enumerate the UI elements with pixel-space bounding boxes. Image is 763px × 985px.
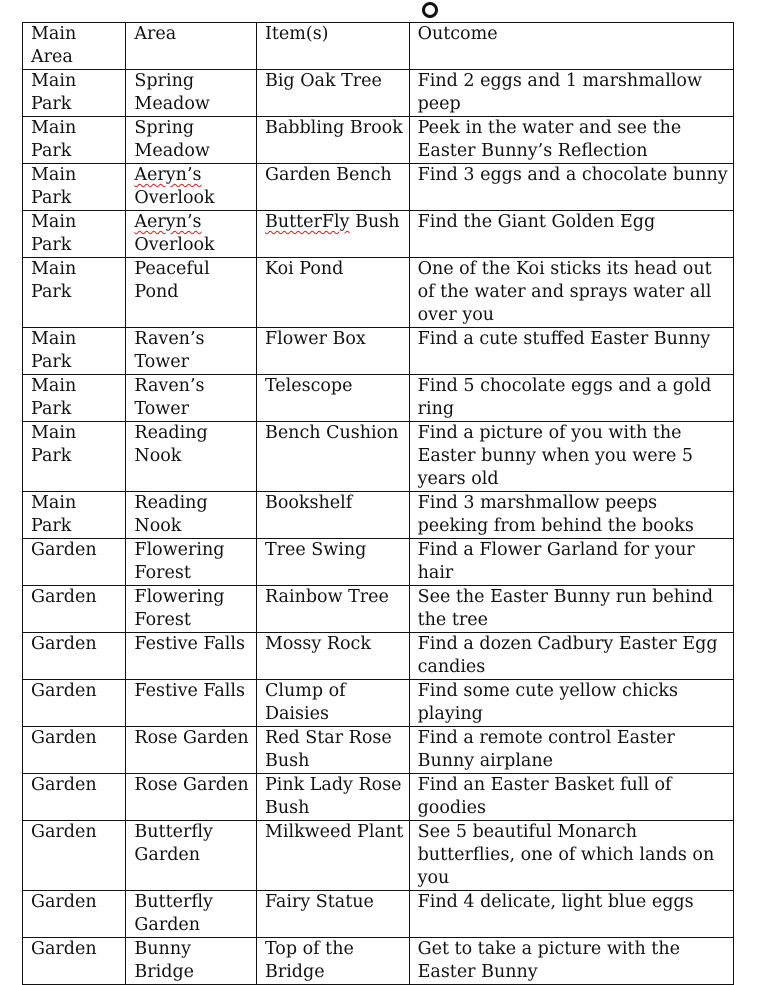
cell-outcome-text: Find a Flower Garland for your hair [417, 540, 695, 583]
table-row [23, 727, 734, 774]
cell-area-text: Rose Garden [134, 775, 249, 795]
spellcheck-underline: Aeryn’s [134, 212, 202, 232]
cell-main-area-text: Main Park [31, 329, 77, 372]
cell-main-area [23, 586, 126, 633]
spellcheck-underline: ButterFly [264, 212, 350, 232]
table-row [23, 586, 734, 633]
cell-item-text: Top of the Bridge [264, 939, 354, 982]
circle-marker-icon [422, 2, 438, 18]
cell-area [126, 70, 257, 117]
cell-outcome [409, 258, 733, 328]
cell-outcome-text: Find the Giant Golden Egg [417, 212, 656, 232]
cell-item [256, 422, 409, 492]
cell-outcome-text: See 5 beautiful Monarch butterflies, one of which lands on you [417, 822, 715, 888]
cell-item-text: Tree Swing [264, 540, 367, 560]
cell-item [256, 891, 409, 938]
cell-outcome [409, 117, 733, 164]
cell-area-text: Peaceful Pond [134, 259, 210, 302]
table-header-row [23, 23, 734, 70]
cell-item-text: Pink Lady Rose Bush [264, 775, 402, 818]
cell-main-area-text: Main Park [31, 118, 77, 161]
cell-area [126, 258, 257, 328]
cell-area-text: Aeryn’s Overlook [134, 165, 215, 208]
cell-area-text: Reading Nook [134, 423, 208, 466]
cell-outcome-text: Get to take a picture with the Easter Bunny [417, 939, 680, 982]
cell-outcome [409, 821, 733, 891]
cell-area-text: Bunny Bridge [134, 939, 195, 982]
cell-outcome [409, 328, 733, 375]
cell-area [126, 774, 257, 821]
cell-outcome-text: Find an Easter Basket full of goodies [417, 775, 672, 818]
cell-main-area [23, 680, 126, 727]
cell-main-area [23, 375, 126, 422]
cell-area-text: Rose Garden [134, 728, 249, 748]
cell-main-area [23, 164, 126, 211]
easter-hunt-table [22, 22, 734, 985]
cell-main-area [23, 211, 126, 258]
cell-area [126, 492, 257, 539]
cell-outcome-text: Find 2 eggs and 1 marshmallow peep [417, 71, 702, 114]
cell-main-area-text: Garden [31, 540, 97, 560]
cell-outcome-text: Peek in the water and see the Easter Bunny’s Reflection [417, 118, 682, 161]
cell-outcome-text: See the Easter Bunny run behind the tree [417, 587, 714, 630]
cell-item [256, 211, 409, 258]
table-row [23, 164, 734, 211]
header-main-area: Main Area [23, 23, 126, 70]
cell-area [126, 586, 257, 633]
cell-main-area-text: Garden [31, 775, 97, 795]
cell-main-area [23, 539, 126, 586]
cell-area [126, 164, 257, 211]
cell-main-area-text: Garden [31, 939, 97, 959]
cell-area-text: Reading Nook [134, 493, 208, 536]
cell-outcome-text: Find a remote control Easter Bunny airplane [417, 728, 675, 771]
cell-area-text: Spring Meadow [134, 118, 210, 161]
cell-item [256, 727, 409, 774]
cell-area [126, 375, 257, 422]
cell-main-area [23, 727, 126, 774]
cell-outcome [409, 492, 733, 539]
cell-item [256, 70, 409, 117]
cell-outcome [409, 164, 733, 211]
cell-area [126, 680, 257, 727]
cell-item [256, 633, 409, 680]
cell-main-area-text: Main Park [31, 71, 77, 114]
cell-outcome-text: Find a cute stuffed Easter Bunny [417, 329, 711, 349]
cell-main-area [23, 117, 126, 164]
table-row [23, 422, 734, 492]
cell-area-text: Butterfly Garden [134, 822, 213, 865]
cell-item-text: Koi Pond [264, 259, 344, 279]
cell-main-area-text: Garden [31, 587, 97, 607]
cell-outcome [409, 422, 733, 492]
cell-main-area [23, 774, 126, 821]
cell-main-area-text: Garden [31, 634, 97, 654]
cell-area [126, 117, 257, 164]
table-row [23, 70, 734, 117]
cell-main-area-text: Garden [31, 892, 97, 912]
cell-main-area-text: Main Park [31, 165, 77, 208]
cell-area-text: Raven’s Tower [134, 329, 205, 372]
table-row [23, 492, 734, 539]
cell-area [126, 211, 257, 258]
cell-item-text: Flower Box [264, 329, 366, 349]
cell-item-text: Rainbow Tree [264, 587, 389, 607]
cell-outcome-text: Find a picture of you with the Easter bunny when you were 5 years old [417, 423, 694, 489]
cell-outcome-text: Find 4 delicate, light blue eggs [417, 892, 694, 912]
cell-area-text: Aeryn’s Overlook [134, 212, 215, 255]
cell-area [126, 821, 257, 891]
cell-item [256, 821, 409, 891]
table-row [23, 680, 734, 727]
cell-outcome [409, 680, 733, 727]
cell-outcome-text: Find 3 marshmallow peeps peeking from behind the books [417, 493, 694, 536]
cell-outcome [409, 70, 733, 117]
cell-area-text: Festive Falls [134, 681, 245, 701]
table-row [23, 821, 734, 891]
cell-item-text: Bookshelf [264, 493, 353, 513]
table-row [23, 539, 734, 586]
cell-item-text: Milkweed Plant [264, 822, 404, 842]
cell-item-text: Babbling Brook [264, 118, 403, 138]
cell-item-text: Garden Bench [264, 165, 392, 185]
cell-main-area-text: Garden [31, 822, 97, 842]
cell-item [256, 680, 409, 727]
cell-item [256, 164, 409, 211]
cell-area [126, 633, 257, 680]
cell-item [256, 492, 409, 539]
header-outcome: Outcome [409, 23, 733, 70]
cell-outcome [409, 539, 733, 586]
cell-outcome-text: Find a dozen Cadbury Easter Egg candies [417, 634, 718, 677]
cell-main-area-text: Main Park [31, 259, 77, 302]
cell-main-area [23, 328, 126, 375]
cell-area-text: Flowering Forest [134, 540, 225, 583]
cell-item [256, 328, 409, 375]
cell-outcome [409, 633, 733, 680]
header-area: Area [126, 23, 257, 70]
table-row [23, 938, 734, 985]
table-row [23, 891, 734, 938]
cell-main-area [23, 891, 126, 938]
table-row [23, 328, 734, 375]
cell-outcome [409, 727, 733, 774]
cell-item-text: Clump of Daisies [264, 681, 346, 724]
cell-item [256, 375, 409, 422]
cell-item [256, 938, 409, 985]
cell-area-text: Spring Meadow [134, 71, 210, 114]
cell-item-text: Red Star Rose Bush [264, 728, 392, 771]
cell-main-area-text: Main Park [31, 376, 77, 419]
cell-main-area [23, 70, 126, 117]
cell-main-area-text: Main Park [31, 423, 77, 466]
header-items: Item(s) [256, 23, 409, 70]
cell-main-area [23, 258, 126, 328]
cell-area-text: Butterfly Garden [134, 892, 213, 935]
cell-area-text: Raven’s Tower [134, 376, 205, 419]
cell-outcome-text: One of the Koi sticks its head out of the water and sprays water all over you [417, 259, 712, 325]
cell-item [256, 117, 409, 164]
cell-area [126, 938, 257, 985]
cell-outcome-text: Find 3 eggs and a chocolate bunny [417, 165, 728, 185]
cell-main-area [23, 422, 126, 492]
cell-area-text: Flowering Forest [134, 587, 225, 630]
cell-area-text: Festive Falls [134, 634, 245, 654]
cell-area [126, 328, 257, 375]
cell-area [126, 539, 257, 586]
table-row [23, 774, 734, 821]
table-row [23, 258, 734, 328]
cell-item-text: Big Oak Tree [264, 71, 382, 91]
cell-item [256, 774, 409, 821]
cell-item-text: Mossy Rock [264, 634, 371, 654]
cell-main-area-text: Main Park [31, 493, 77, 536]
cell-main-area [23, 492, 126, 539]
cell-item-text: Telescope [264, 376, 353, 396]
table-row [23, 117, 734, 164]
cell-area [126, 422, 257, 492]
cell-main-area [23, 633, 126, 680]
cell-item [256, 258, 409, 328]
cell-outcome [409, 774, 733, 821]
cell-area [126, 727, 257, 774]
cell-main-area-text: Garden [31, 728, 97, 748]
table-row [23, 375, 734, 422]
cell-outcome [409, 891, 733, 938]
cell-item [256, 539, 409, 586]
cell-outcome [409, 586, 733, 633]
cell-item-text: Fairy Statue [264, 892, 374, 912]
cell-area [126, 891, 257, 938]
table-row [23, 633, 734, 680]
cell-item-text: Bench Cushion [264, 423, 399, 443]
cell-outcome-text: Find some cute yellow chicks playing [417, 681, 679, 724]
cell-item [256, 586, 409, 633]
table-row [23, 211, 734, 258]
spellcheck-underline: Aeryn’s [134, 165, 202, 185]
cell-outcome [409, 938, 733, 985]
cell-main-area [23, 821, 126, 891]
cell-item-text: ButterFly Bush [264, 212, 400, 232]
cell-outcome [409, 211, 733, 258]
cell-main-area-text: Garden [31, 681, 97, 701]
table-body [23, 23, 734, 985]
cell-outcome [409, 375, 733, 422]
cell-main-area-text: Main Park [31, 212, 77, 255]
cell-main-area [23, 938, 126, 985]
cell-outcome-text: Find 5 chocolate eggs and a gold ring [417, 376, 712, 419]
